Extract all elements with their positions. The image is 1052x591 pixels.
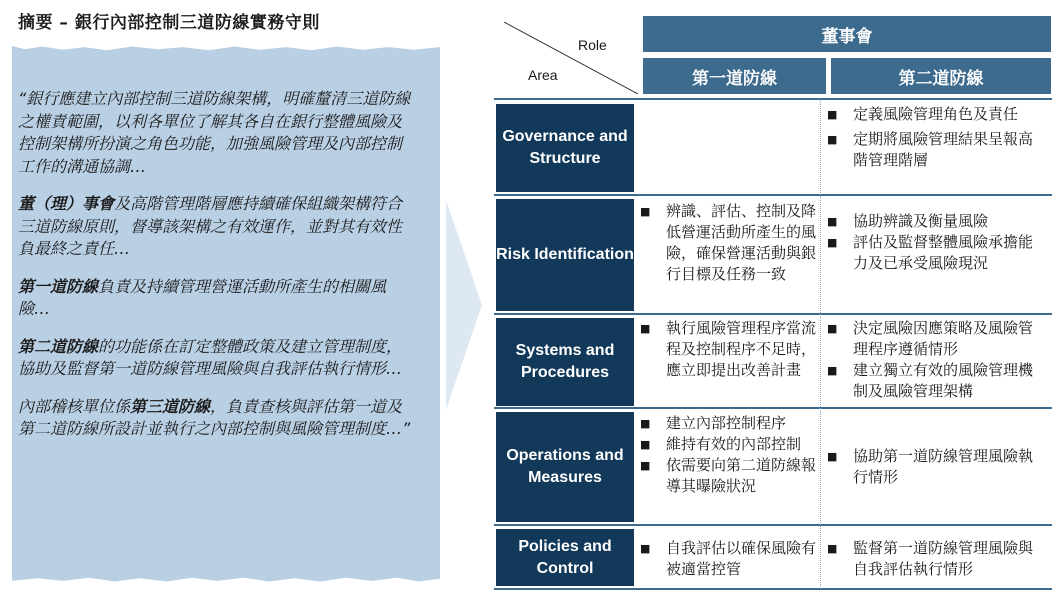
quote-paragraph-5: 內部稽核單位係第三道防線，負責查核與評估第一道及第二道防線所設計並執行之內部控制與風險管理制度…”	[18, 396, 411, 438]
cell-operations-measures-second	[827, 446, 1045, 488]
cell-policies-control-second	[827, 538, 1045, 580]
bullet-icon: ■	[827, 215, 838, 228]
bullet-icon: ■	[827, 450, 838, 463]
list-item: ■ 協助第一道防線管理風險執行情形	[827, 447, 1034, 486]
list-item: ■ 建立獨立有效的風險管理機制及風險管理架構	[827, 361, 1034, 400]
cell-risk-identification-second	[827, 211, 1045, 274]
cell-governance-second	[827, 104, 1045, 171]
column-divider	[820, 99, 821, 589]
table-divider	[494, 98, 1052, 100]
bullet-icon: ■	[827, 133, 838, 146]
list-item: ■ 建立內部控制程序	[640, 414, 787, 432]
bullet-icon: ■	[640, 542, 651, 555]
cell-operations-measures-first	[640, 413, 820, 497]
list-item: ■ 定義風險管理角色及責任	[827, 105, 1019, 123]
role-label: Role	[578, 37, 607, 53]
list-item: ■ 定期將風險管理結果呈報高階管理階層	[827, 130, 1034, 169]
list-item: ■ 維持有效的內部控制	[640, 435, 802, 453]
row-label-operations-measures: Operations and Measures	[496, 412, 634, 522]
bullet-icon: ■	[827, 236, 838, 249]
diagonal-divider	[504, 22, 638, 94]
area-label: Area	[528, 67, 558, 83]
first-line-header: 第一道防線	[643, 58, 826, 94]
second-line-header: 第二道防線	[831, 58, 1051, 94]
bullet-icon: ■	[827, 322, 838, 335]
table-divider	[494, 524, 1052, 526]
quote-paragraph-2: 董（理）事會及高階管理階層應持續確保組織架構符合三道防線原則，督導該架構之有效運作，並對其有效性負最終之責任…	[18, 194, 403, 258]
table-divider	[494, 407, 1052, 409]
table-divider	[494, 194, 1052, 196]
row-label-risk-identification: Risk Identification	[496, 199, 634, 311]
list-item: ■ 自我評估以確保風險有被適當控管	[640, 539, 817, 578]
list-item: ■ 依需要向第二道防線報導其曝險狀況	[640, 456, 817, 495]
table-divider	[494, 313, 1052, 315]
list-item: ■ 監督第一道防線管理風險與自我評估執行情形	[827, 539, 1034, 578]
cell-systems-procedures-first	[640, 318, 820, 381]
bullet-icon: ■	[640, 438, 651, 451]
list-item: ■ 評估及監督整體風險承擔能力及已承受風險現況	[827, 233, 1034, 272]
bullet-icon: ■	[640, 205, 651, 218]
cell-policies-control-first	[640, 538, 820, 580]
chevron-arrow-icon	[446, 200, 482, 410]
row-label-governance: Governance and Structure	[496, 104, 634, 192]
bullet-icon: ■	[640, 322, 651, 335]
quote-paragraph-1: “銀行應建立內部控制三道防線架構，明確釐清三道防線之權責範圍，以利各單位了解其各自在銀行整體風險及控制架構所扮演之角色功能，加強風險管理及內部控制工作的溝通協調…	[18, 89, 411, 176]
page-title: 摘要 – 銀行內部控制三道防線實務守則	[18, 13, 320, 33]
board-header: 董事會	[643, 16, 1051, 52]
cell-systems-procedures-second	[827, 318, 1045, 402]
bullet-icon: ■	[827, 542, 838, 555]
bullet-icon: ■	[640, 459, 651, 472]
role-area-corner	[504, 22, 638, 94]
list-item: ■ 辨識、評估、控制及降低營運活動所產生的風險，確保營運活動與銀行目標及任務一致	[640, 202, 817, 283]
row-label-policies-control: Policies and Control	[496, 529, 634, 586]
bullet-icon: ■	[827, 364, 838, 377]
list-item: ■ 協助辨識及衡量風險	[827, 212, 989, 230]
list-item: ■ 決定風險因應策略及風險管理程序遵循情形	[827, 319, 1034, 358]
bullet-icon: ■	[827, 108, 838, 121]
quote-text	[18, 88, 414, 456]
quote-paragraph-4: 第二道防線的功能係在訂定整體政策及建立管理制度，協助及監督第一道防線管理風險與自我評估執行情形…	[18, 336, 403, 378]
table-divider	[494, 588, 1052, 590]
bullet-icon: ■	[640, 417, 651, 430]
list-item: ■ 執行風險管理程序當流程及控制程序不足時，應立即提出改善計畫	[640, 319, 817, 379]
row-label-systems-procedures: Systems and Procedures	[496, 318, 634, 406]
cell-risk-identification-first	[640, 201, 820, 285]
quote-paragraph-3: 第一道防線負責及持續管理營運活動所產生的相關風險…	[18, 276, 387, 318]
